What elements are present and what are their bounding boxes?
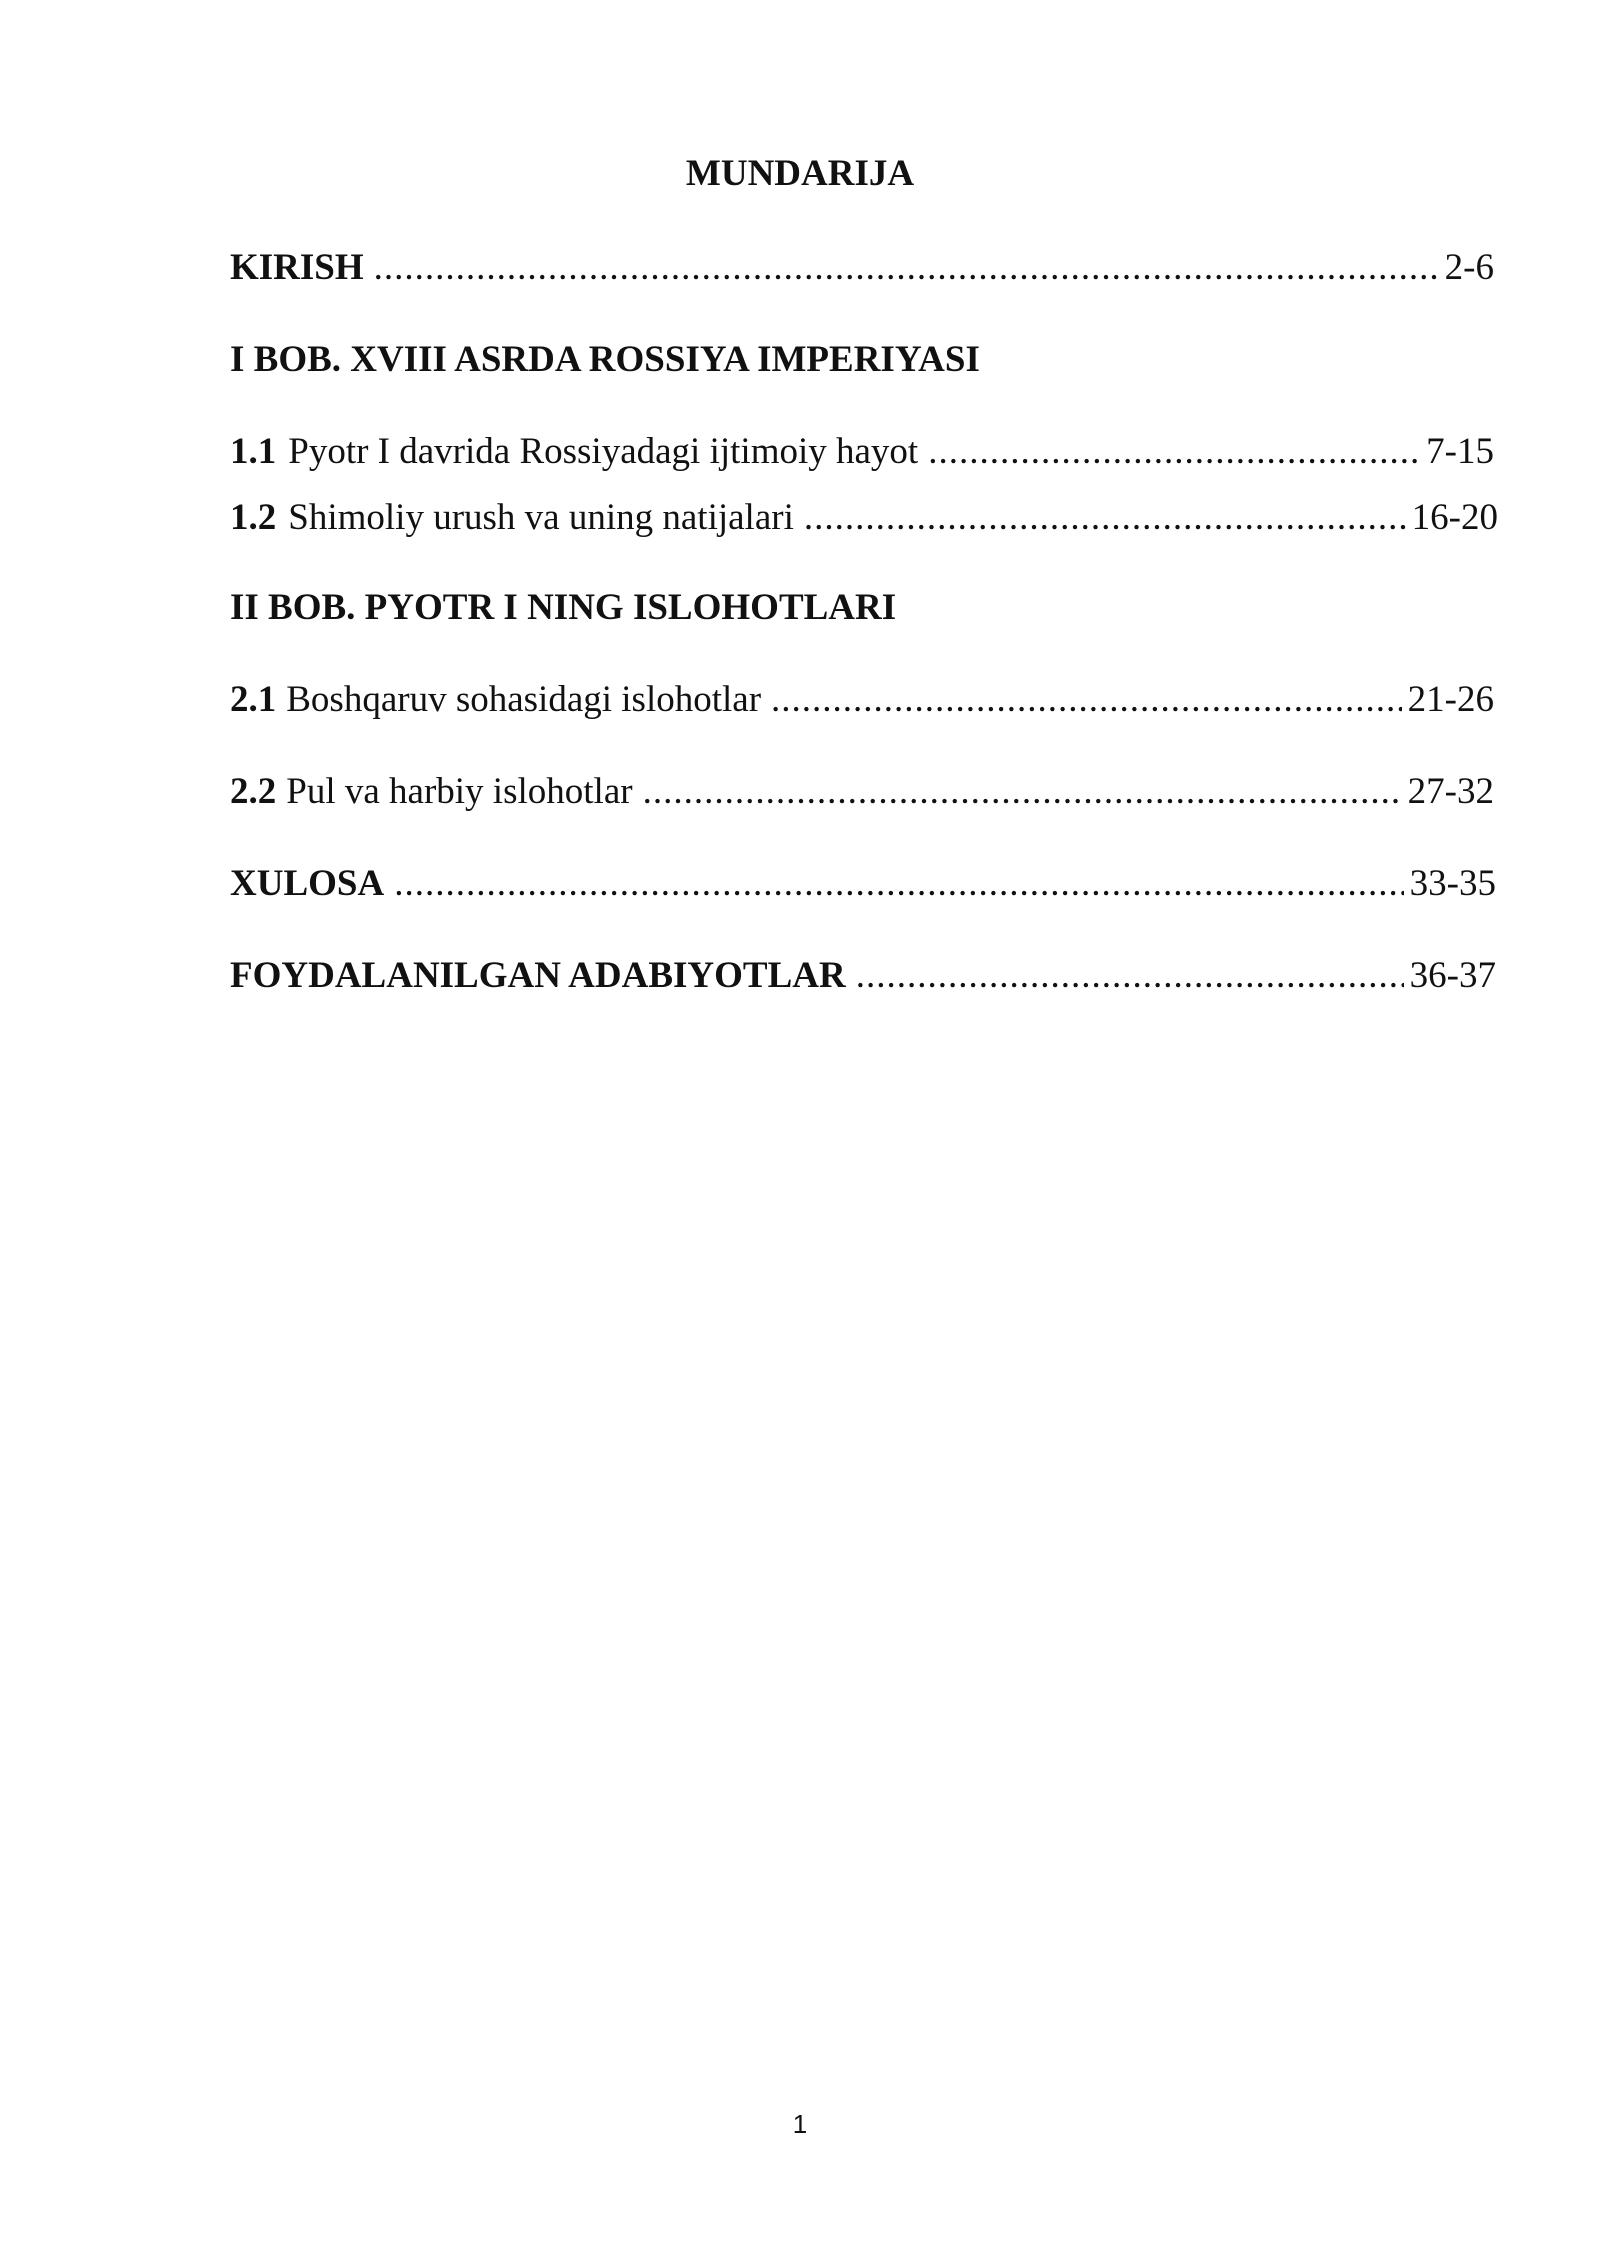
toc-entry-page: 7-15 xyxy=(1426,431,1494,472)
toc-entry-label: Boshqaruv sohasidagi islohotlar xyxy=(286,679,762,720)
toc-entry-label: Pul va harbiy islohotlar xyxy=(286,771,633,812)
toc-entry-label: Shimoliy urush va uning natijalari xyxy=(288,497,794,538)
toc-entry-1-1 xyxy=(230,428,1494,476)
toc-leader-dots xyxy=(771,676,1402,724)
toc-leader-dots xyxy=(856,952,1404,1000)
toc-entry-label: FOYDALANILGAN ADABIYOTLAR xyxy=(230,955,846,996)
toc-entry-page: 36-37 xyxy=(1409,955,1496,996)
toc-section-number: 1.2 xyxy=(230,497,277,538)
toc-entry-xulosa xyxy=(230,860,1496,908)
toc-entry-page: 27-32 xyxy=(1407,771,1494,812)
toc-section-number: 1.1 xyxy=(230,431,277,472)
toc-leader-dots xyxy=(928,428,1420,476)
page-title: MUNDARIJA xyxy=(685,153,915,194)
toc-section-number: 2.2 xyxy=(230,771,277,812)
toc-chapter-2: II BOB. PYOTR I NING ISLOHOTLARI xyxy=(230,587,897,628)
toc-entry-label: Pyotr I davrida Rossiyadagi ijtimoiy hayot xyxy=(288,431,919,472)
toc-entry-label: XULOSA xyxy=(230,863,385,904)
toc-section-number: 2.1 xyxy=(230,679,277,720)
toc-entry-page: 21-26 xyxy=(1407,679,1494,720)
toc-leader-dots xyxy=(374,244,1439,292)
toc-entry-adabiyotlar xyxy=(230,952,1496,1000)
toc-entry-2-1 xyxy=(230,676,1494,724)
toc-leader-dots xyxy=(804,494,1406,542)
toc-leader-dots xyxy=(394,860,1403,908)
toc-entry-page: 33-35 xyxy=(1409,863,1496,904)
toc-chapter-1: I BOB. XVIII ASRDA ROSSIYA IMPERIYASI xyxy=(230,339,980,380)
page-number: 1 xyxy=(792,2109,808,2139)
toc-entry-kirish xyxy=(230,244,1494,292)
toc-entry-2-2 xyxy=(230,768,1494,816)
toc-entry-page: 16-20 xyxy=(1411,497,1498,538)
toc-entry-1-2 xyxy=(230,494,1498,542)
toc-leader-dots xyxy=(643,768,1402,816)
toc-entry-page: 2-6 xyxy=(1444,247,1494,288)
toc-entry-label: KIRISH xyxy=(230,247,364,288)
